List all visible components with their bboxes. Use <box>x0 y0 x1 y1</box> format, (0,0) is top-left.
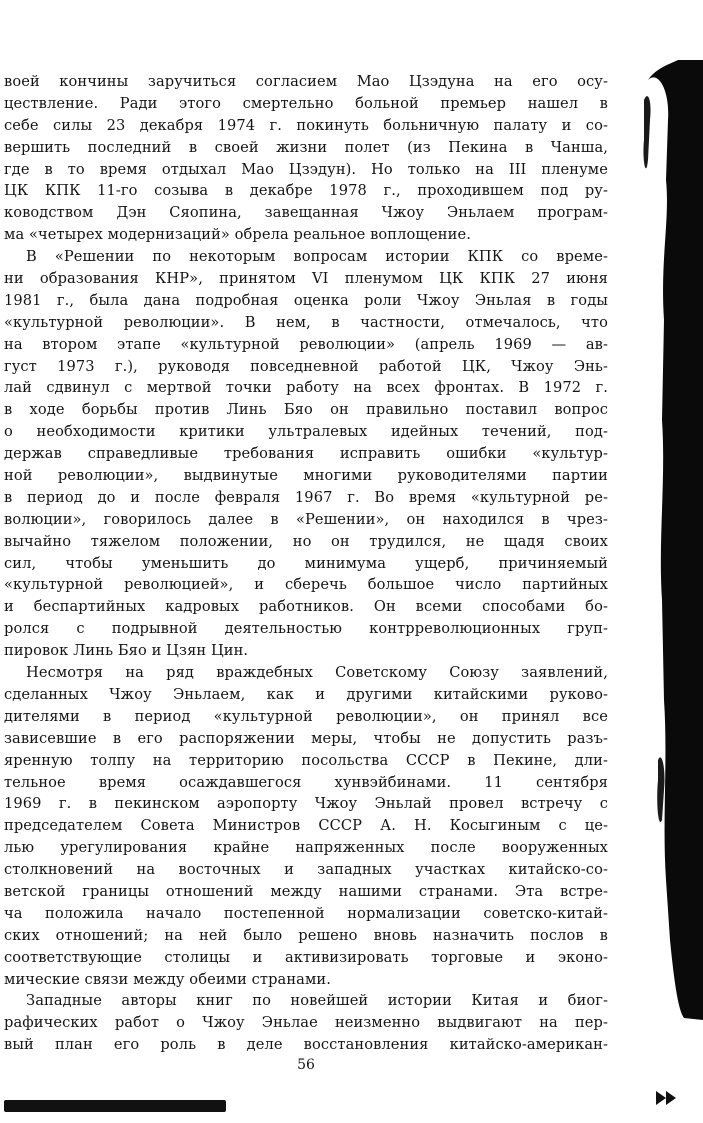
page-edge-shadow <box>618 60 703 1020</box>
text-line: рафических работ о Чжоу Эньлае неизменно выдвигают на пер- <box>4 1014 608 1032</box>
text-line: ветской границы отношений между нашими странами. Эта встре- <box>4 882 608 900</box>
text-line: волюции», говорилось далее в «Решении», он находился в чрез- <box>4 510 608 528</box>
text-line: дителями в период «культурной революции», он принял все <box>4 707 608 725</box>
text-line: ча положила начало постепенной нормализации советско-китай- <box>4 904 608 922</box>
text-line: вый план его роль в деле восстановления китайско-американ- <box>4 1036 608 1054</box>
text-line: цествление. Ради этого смертельно больной премьер нашел в <box>4 94 608 112</box>
body-text <box>4 71 608 1056</box>
text-line: воей кончины заручиться согласием Мао Цзэдуна на его осу- <box>4 73 608 90</box>
text-line: на втором этапе «культурной революции» (апрель 1969 — ав- <box>4 335 608 353</box>
text-line: вершить последний в своей жизни полет (из Пекина в Чанша, <box>4 138 608 156</box>
text-line: тельное время осаждавшегося хунвэйбинами. 11 сентября <box>4 773 608 791</box>
text-line: и беспартийных кадровых работников. Он всеми способами бо- <box>4 598 608 616</box>
text-line: ководством Дэн Сяопина, завещанная Чжоу Эньлаем програм- <box>4 204 608 222</box>
text-line: зависевшие в его распоряжении меры, чтобы не допустить разъ- <box>4 729 608 747</box>
text-line: ма «четырех модернизаций» обрела реальное воплощение. <box>4 226 471 244</box>
text-line: ни образования КНР», принятом VI пленумом ЦК КПК 27 июня <box>4 270 608 288</box>
text-line: сил, чтобы уменьшить до минимума ущерб, причиняемый <box>4 554 608 572</box>
text-line: лай сдвинул с мертвой точки работу на всех фронтах. В 1972 г. <box>4 379 608 397</box>
text-line: густ 1973 г.), руководя повседневной работой ЦК, Чжоу Энь- <box>4 357 608 375</box>
text-line: мические связи между обеими странами. <box>4 970 331 988</box>
text-line: ских отношений; на ней было решено вновь назначить послов в <box>4 926 608 944</box>
text-line: где в то время отдыхал Мао Цзэдун). Но только на III пленуме <box>4 160 608 178</box>
text-line: пировок Линь Бяо и Цзян Цин. <box>4 642 249 660</box>
text-line: сделанных Чжоу Эньлаем, как и другими китайскими руково- <box>4 685 608 703</box>
text-line: в период до и после февраля 1967 г. Во время «культурной ре- <box>4 488 608 506</box>
text-line: Западные авторы книг по новейшей истории Китая и биог- <box>26 992 608 1010</box>
text-line: столкновений на восточных и западных участках китайско-со- <box>4 861 608 879</box>
double-arrow-icon <box>656 1090 678 1106</box>
text-line: В «Решении по некоторым вопросам истории КПК со време- <box>26 248 608 266</box>
text-line: председателем Совета Министров СССР А. Н. Косыгиным с це- <box>4 817 608 835</box>
text-line: соответствующие столицы и активизировать торговые и эконо- <box>4 948 608 966</box>
text-line: 1981 г., была дана подробная оценка роли Чжоу Эньлая в годы <box>4 291 608 309</box>
text-line: вычайно тяжелом положении, но он трудился, не щадя своих <box>4 532 608 550</box>
text-line: ЦК КПК 11-го созыва в декабре 1978 г., проходившем под ру- <box>4 182 608 200</box>
scan-artifact-bar <box>4 1100 226 1112</box>
text-line: в ходе борьбы против Линь Бяо он правильно поставил вопрос <box>4 401 608 419</box>
text-line: держав справедливые требования исправить ошибки «культур- <box>4 445 608 463</box>
text-line: «культурной революцией», и сберечь большое число партийных <box>4 576 608 594</box>
text-line: Несмотря на ряд враждебных Советскому Союзу заявлений, <box>26 664 608 682</box>
text-line: о необходимости критики ультралевых идейных течений, под- <box>4 423 608 441</box>
text-line: яренную толпу на территорию посольства СССР в Пекине, дли- <box>4 751 608 769</box>
text-line: «культурной революции». В нем, в частности, отмечалось, что <box>4 313 608 331</box>
text-line: себе силы 23 декабря 1974 г. покинуть больничную палату и со- <box>4 116 608 134</box>
text-line: ролся с подрывной деятельностью контрреволюционных груп- <box>4 620 608 638</box>
text-line: лью урегулирования крайне напряженных после вооруженных <box>4 839 608 857</box>
page-number: 56 <box>297 1057 315 1073</box>
text-line: ной революции», выдвинутые многими руководителями партии <box>4 467 608 485</box>
text-line: 1969 г. в пекинском аэропорту Чжоу Эньлай провел встречу с <box>4 795 608 813</box>
